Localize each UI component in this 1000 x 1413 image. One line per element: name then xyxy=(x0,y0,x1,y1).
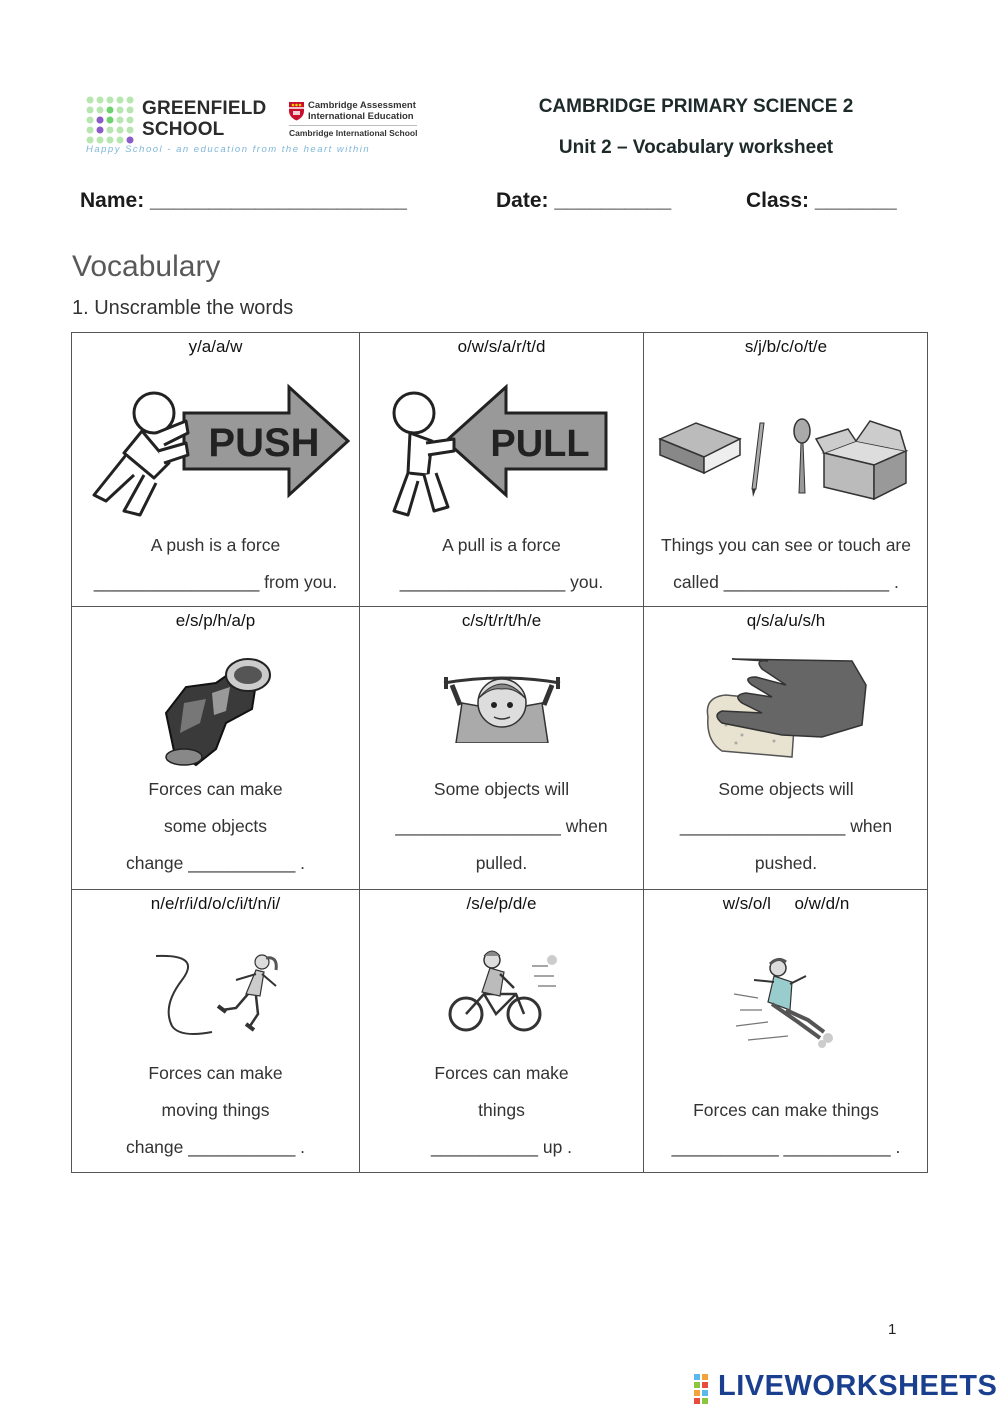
sentence-line: Some objects will xyxy=(718,779,854,799)
book-icon xyxy=(660,423,740,473)
scrambled-word: /s/e/p/d/e xyxy=(466,894,537,913)
hand-squashing-icon xyxy=(702,655,868,759)
liveworksheets-brand[interactable]: LIVEWORKSHEETS xyxy=(718,1370,998,1402)
cyclist-icon xyxy=(442,946,562,1036)
name-field[interactable]: Name: ______________________ xyxy=(80,189,407,212)
vocabulary-grid xyxy=(71,332,928,1173)
pencil-icon xyxy=(752,423,764,497)
answer-line[interactable]: _________________ when xyxy=(395,816,608,836)
answer-line[interactable]: ___________ up . xyxy=(430,1137,573,1157)
sentence-line: A pull is a force xyxy=(442,535,561,555)
school-name-line1: GREENFIELD xyxy=(142,98,267,119)
answer-line[interactable]: change ___________ . xyxy=(125,1137,306,1157)
answer-line[interactable]: change ___________ . xyxy=(125,853,306,873)
cambridge-school-label: Cambridge International School xyxy=(289,125,417,138)
scrambled-word: s/j/b/c/o/t/e xyxy=(744,337,828,356)
sentence-line: some objects xyxy=(163,816,268,836)
sentence-line: A push is a force xyxy=(150,535,281,555)
vocab-cell xyxy=(644,333,928,606)
sentence-line: Forces can make xyxy=(148,779,283,799)
cambridge-name xyxy=(308,100,416,122)
worksheet-subtitle: Unit 2 – Vocabulary worksheet xyxy=(558,137,834,158)
sentence-line: pulled. xyxy=(475,853,528,873)
answer-line[interactable]: _________________ you. xyxy=(399,572,604,592)
sentence-line: Things you can see or touch are xyxy=(660,535,911,555)
sentence-line: Forces can make things xyxy=(693,1100,879,1120)
cambridge-line1: Cambridge Assessment xyxy=(308,100,416,111)
scrambled-word: o/w/s/a/r/t/d xyxy=(457,337,546,356)
school-name xyxy=(142,98,266,140)
girl-running-icon xyxy=(152,950,284,1038)
liveworksheets-logo-icon xyxy=(692,1372,716,1404)
sentence-line: things xyxy=(478,1100,525,1120)
page-number: 1 xyxy=(888,1321,897,1338)
scrambled-word: q/s/a/u/s/h xyxy=(746,611,826,630)
vocab-cell xyxy=(644,607,928,889)
vocab-cell xyxy=(72,333,359,606)
objects-icon xyxy=(656,417,916,501)
vocab-cell xyxy=(72,607,359,889)
date-field[interactable]: Date: __________ xyxy=(496,189,672,212)
vocab-cell xyxy=(644,890,928,1172)
boy-sliding-icon xyxy=(728,954,840,1058)
cambridge-line2: International Education xyxy=(308,111,414,122)
answer-line[interactable]: _________________ from you. xyxy=(93,572,338,592)
sentence-line: pushed. xyxy=(754,853,818,873)
school-name-line2: SCHOOL xyxy=(142,119,225,140)
pull-arrow-label: PULL xyxy=(490,423,590,465)
box-icon xyxy=(816,421,906,499)
boy-stretching-icon xyxy=(434,663,570,743)
push-arrow-label: PUSH xyxy=(208,421,320,465)
section-title: Vocabulary xyxy=(72,250,221,283)
school-logo-dots-icon xyxy=(86,96,134,144)
class-field[interactable]: Class: _______ xyxy=(746,189,897,212)
push-arrow-icon xyxy=(84,383,352,523)
vocab-cell xyxy=(72,890,359,1172)
answer-line[interactable]: _________________ when xyxy=(679,816,893,836)
spoon-icon xyxy=(794,419,810,493)
scrambled-word: n/e/r/i/d/o/c/i/t/n/i/ xyxy=(150,894,281,913)
instruction: 1. Unscramble the words xyxy=(72,297,294,319)
sentence-line: Forces can make xyxy=(148,1063,283,1083)
scrambled-word: w/s/o/l o/w/d/n xyxy=(722,894,850,913)
worksheet-title: CAMBRIDGE PRIMARY SCIENCE 2 xyxy=(538,96,854,117)
school-tagline: Happy School - an education from the heart within xyxy=(86,144,371,155)
scrambled-word: y/a/a/w xyxy=(188,337,243,356)
crushed-can-icon xyxy=(156,653,280,773)
vocab-cell xyxy=(360,890,643,1172)
cambridge-shield-icon xyxy=(288,101,305,121)
vocab-cell xyxy=(360,333,643,606)
sentence-line: moving things xyxy=(161,1100,270,1120)
pull-arrow-icon xyxy=(388,383,610,523)
answer-line[interactable]: called _________________ . xyxy=(673,572,899,592)
scrambled-word: e/s/p/h/a/p xyxy=(175,611,256,630)
answer-line[interactable]: ___________ ___________ . xyxy=(671,1137,901,1157)
vocab-cell xyxy=(360,607,643,889)
sentence-line: Some objects will xyxy=(433,779,570,799)
scrambled-word: c/s/t/r/t/h/e xyxy=(461,611,542,630)
sentence-line: Forces can make xyxy=(434,1063,569,1083)
